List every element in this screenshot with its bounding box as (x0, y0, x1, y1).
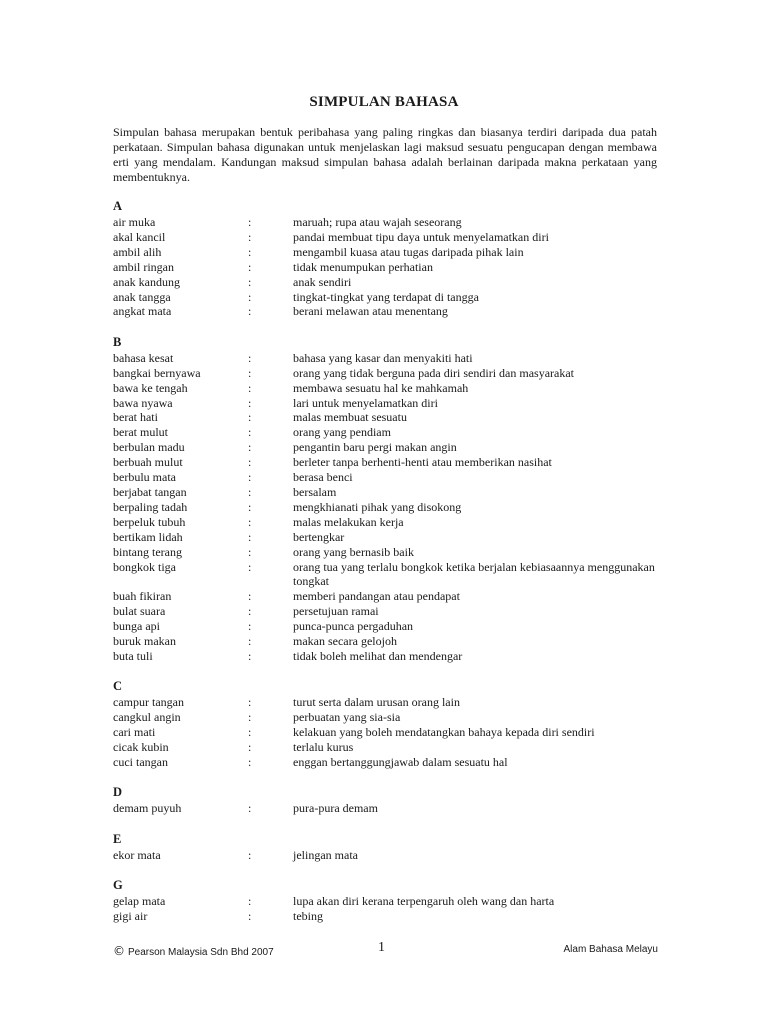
entry-meaning: pengantin baru pergi makan angin (293, 440, 457, 455)
glossary-entry (113, 545, 663, 560)
entry-term: gigi air (113, 909, 148, 924)
entry-separator: : (248, 648, 252, 663)
entry-term: akal kancil (113, 229, 166, 244)
glossary-entry (113, 425, 663, 440)
entry-term: campur tangan (113, 695, 184, 710)
entry-separator: : (248, 274, 252, 289)
section-b (113, 334, 663, 664)
entry-meaning: tidak boleh melihat dan mendengar (293, 648, 463, 663)
entry-term: anak tangga (113, 289, 171, 304)
entry-meaning: malas melakukan kerja (293, 514, 404, 529)
entry-meaning: kelakuan yang boleh mendatangkan bahaya kepada diri sendiri (293, 725, 595, 740)
publisher-text: Pearson Malaysia Sdn Bhd 2007 (128, 947, 274, 958)
entry-term: ekor mata (113, 847, 161, 862)
entry-term: bintang terang (113, 544, 182, 559)
entry-meaning: berasa benci (293, 470, 353, 485)
book-title: Alam Bahasa Melayu (563, 944, 658, 955)
section-e (113, 831, 663, 863)
entry-meaning: maruah; rupa atau wajah seseorang (293, 215, 462, 229)
glossary-entry (113, 848, 663, 863)
glossary-entry (113, 604, 663, 619)
entry-meaning: orang yang tidak berguna pada diri sendiri dan masyarakat (293, 365, 575, 380)
glossary-entry (113, 485, 663, 500)
glossary-entry (113, 381, 663, 396)
entry-separator: : (248, 395, 252, 410)
entry-meaning: makan secara gelojoh (293, 634, 397, 649)
entry-separator: : (248, 410, 252, 425)
glossary-entry (113, 410, 663, 425)
entry-separator: : (248, 529, 252, 544)
entry-term: berjabat tangan (113, 485, 187, 499)
entry-term: bawa nyawa (113, 395, 173, 410)
entry-separator: : (248, 304, 252, 319)
entry-term: ambil ringan (113, 259, 174, 274)
entry-meaning: mengkhianati pihak yang disokong (293, 499, 462, 514)
entry-term: bertikam lidah (113, 529, 183, 544)
section-letter: B (113, 334, 122, 349)
entry-meaning: bersalam (293, 485, 337, 499)
entry-meaning: bahasa yang kasar dan menyakiti hati (293, 350, 473, 365)
entry-term: buta tuli (113, 648, 153, 663)
glossary-entry (113, 909, 663, 924)
entry-separator: : (248, 365, 252, 380)
entry-term: bahasa kesat (113, 350, 174, 365)
copyright-icon: © (113, 944, 125, 958)
glossary-entry (113, 801, 663, 816)
glossary-entry (113, 619, 663, 634)
entry-term: berpaling tadah (113, 499, 188, 514)
glossary-entry (113, 366, 663, 381)
entry-term: cicak kubin (113, 740, 169, 755)
section-letter: G (113, 878, 123, 893)
entry-term: gelap mata (113, 894, 166, 909)
entry-term: cangkul angin (113, 710, 181, 725)
entry-term: cari mati (113, 725, 156, 740)
entry-separator: : (248, 485, 252, 499)
entry-separator: : (248, 589, 252, 604)
section-a (113, 198, 663, 319)
glossary-entry (113, 710, 663, 725)
glossary-entry (113, 304, 663, 319)
entry-term: bangkai bernyawa (113, 365, 201, 380)
section-c (113, 678, 663, 770)
entry-meaning: perbuatan yang sia-sia (293, 710, 401, 725)
glossary-sections (113, 198, 663, 939)
section-letter: C (113, 679, 123, 694)
entry-meaning: punca-punca pergaduhan (293, 619, 414, 634)
glossary-entry (113, 560, 663, 590)
entry-term: berpeluk tubuh (113, 514, 186, 529)
entry-term: berbulu mata (113, 470, 176, 485)
glossary-entry (113, 634, 663, 649)
glossary-entry (113, 695, 663, 710)
entry-separator: : (248, 259, 252, 274)
entry-separator: : (248, 619, 252, 634)
entry-separator: : (248, 514, 252, 529)
glossary-entry (113, 515, 663, 530)
entry-separator: : (248, 801, 252, 816)
entry-term: berat hati (113, 410, 158, 425)
glossary-entry (113, 755, 663, 770)
entry-term: bongkok tiga (113, 559, 176, 574)
entry-meaning: lari untuk menyelamatkan diri (293, 395, 438, 410)
entry-separator: : (248, 710, 252, 725)
entry-term: berbulan madu (113, 440, 185, 455)
entry-separator: : (248, 634, 252, 649)
glossary-entry (113, 275, 663, 290)
entry-meaning: membawa sesuatu hal ke mahkamah (293, 380, 469, 395)
entry-term: buruk makan (113, 634, 176, 649)
entry-separator: : (248, 425, 252, 440)
section-letter: A (113, 199, 123, 213)
glossary-entry (113, 589, 663, 604)
entry-meaning: pandai membuat tipu daya untuk menyelamatkan diri (293, 229, 549, 244)
entry-term: ambil alih (113, 244, 162, 259)
entry-separator: : (248, 740, 252, 755)
entry-meaning: tebing (293, 909, 323, 924)
entry-separator: : (248, 559, 252, 574)
glossary-entry (113, 470, 663, 485)
page-footer (113, 940, 658, 962)
entry-meaning: orang yang bernasib baik (293, 544, 414, 559)
entry-separator: : (248, 755, 252, 769)
copyright-notice (113, 944, 274, 958)
glossary-entry (113, 230, 663, 245)
page-title: SIMPULAN BAHASA (309, 94, 459, 110)
entry-separator: : (248, 499, 252, 514)
section-letter: D (113, 785, 123, 800)
page-number: 1 (378, 940, 385, 955)
entry-meaning: terlalu kurus (293, 740, 354, 755)
entry-meaning: enggan bertanggungjawab dalam sesuatu hal (293, 755, 508, 769)
intro-paragraph: Simpulan bahasa merupakan bentuk peribahasa yang paling ringkas dan biasanya terdiri daripada dua patah perkataan. Simpulan bahasa digunakan untuk menjelaskan lagi maksud sesuatu pengucapan dengan membawa erti yang mendalam. Kandungan maksud simpulan bahasa adalah berlainan daripada makna perkataan yang membentuknya. (113, 125, 657, 184)
entry-meaning: orang yang pendiam (293, 425, 391, 440)
entry-term: anak kandung (113, 274, 180, 289)
entry-meaning: bertengkar (293, 529, 345, 544)
entry-meaning: tingkat-tingkat yang terdapat di tangga (293, 289, 479, 304)
entry-separator: : (248, 544, 252, 559)
entry-meaning: anak sendiri (293, 274, 352, 289)
entry-term: buah fikiran (113, 589, 172, 604)
entry-meaning: berleter tanpa berhenti-henti atau memberikan nasihat (293, 455, 552, 470)
entry-meaning: jelingan mata (293, 847, 358, 862)
entry-separator: : (248, 289, 252, 304)
entry-meaning: berani melawan atau menentang (293, 304, 448, 319)
glossary-entry (113, 440, 663, 455)
entry-meaning: malas membuat sesuatu (293, 410, 407, 425)
entry-meaning: orang tua yang terlalu bongkok ketika berjalan kebiasaannya menggunakan tongkat (293, 559, 655, 589)
entry-term: angkat mata (113, 304, 172, 319)
entry-meaning: pura-pura demam (293, 801, 378, 816)
glossary-entry (113, 245, 663, 260)
section-g (113, 877, 663, 924)
entry-meaning: turut serta dalam urusan orang lain (293, 695, 460, 710)
glossary-entry (113, 725, 663, 740)
entry-term: air muka (113, 215, 156, 229)
glossary-entry (113, 894, 663, 909)
entry-separator: : (248, 847, 252, 862)
glossary-entry (113, 530, 663, 545)
entry-term: demam puyuh (113, 801, 182, 816)
entry-meaning: lupa akan diri kerana terpengaruh oleh wang dan harta (293, 894, 555, 909)
section-d (113, 784, 663, 816)
entry-separator: : (248, 380, 252, 395)
entry-separator: : (248, 455, 252, 470)
entry-separator: : (248, 350, 252, 365)
entry-meaning: mengambil kuasa atau tugas daripada pihak lain (293, 244, 524, 259)
glossary-entry (113, 740, 663, 755)
entry-term: bunga api (113, 619, 160, 634)
entry-separator: : (248, 909, 252, 924)
entry-term: bawa ke tengah (113, 380, 188, 395)
entry-separator: : (248, 725, 252, 740)
glossary-entry (113, 215, 663, 230)
glossary-entry (113, 260, 663, 275)
glossary-entry (113, 351, 663, 366)
entry-meaning: tidak menumpukan perhatian (293, 259, 433, 274)
entry-separator: : (248, 229, 252, 244)
entry-term: cuci tangan (113, 755, 168, 769)
entry-term: bulat suara (113, 604, 166, 619)
entry-separator: : (248, 695, 252, 710)
entry-separator: : (248, 215, 252, 229)
glossary-entry (113, 290, 663, 305)
entry-meaning: memberi pandangan atau pendapat (293, 589, 460, 604)
entry-separator: : (248, 244, 252, 259)
entry-separator: : (248, 470, 252, 485)
glossary-entry (113, 455, 663, 470)
glossary-entry (113, 500, 663, 515)
glossary-entry (113, 649, 663, 664)
entry-term: berbuah mulut (113, 455, 183, 470)
entry-separator: : (248, 894, 252, 909)
glossary-entry (113, 396, 663, 411)
section-letter: E (113, 831, 122, 846)
entry-separator: : (248, 604, 252, 619)
entry-term: berat mulut (113, 425, 168, 440)
entry-meaning: persetujuan ramai (293, 604, 379, 619)
entry-separator: : (248, 440, 252, 455)
